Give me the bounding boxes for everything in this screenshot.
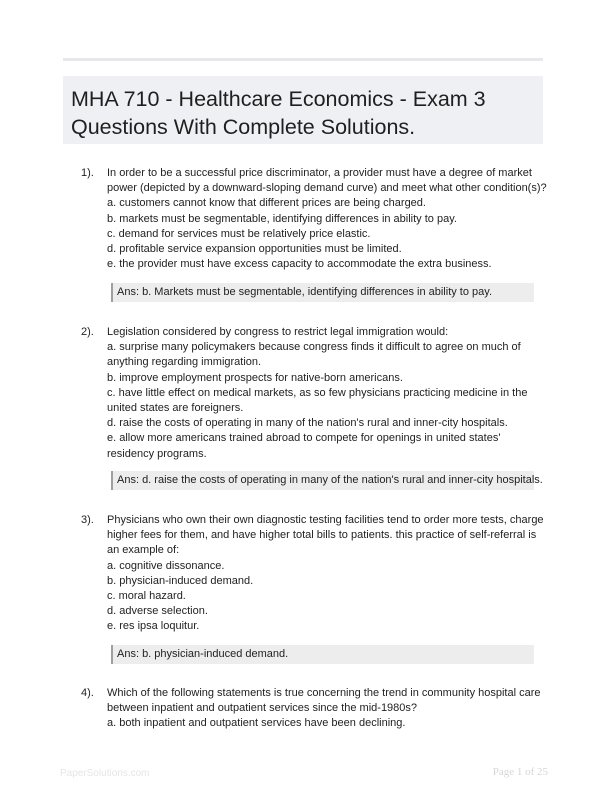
question-line: an example of: bbox=[107, 544, 180, 557]
question-number: 2). bbox=[81, 326, 94, 338]
question-line: Which of the following statements is true concerning the trend in community hospital care bbox=[107, 687, 541, 699]
question-line: power (depicted by a downward-sloping demand curve) and meet what other condition(s)? bbox=[107, 182, 547, 195]
answer-box: Ans: b. Markets must be segmentable, identifying differences in ability to pay. bbox=[111, 283, 534, 302]
option-a: a. both inpatient and outpatient services have been declining. bbox=[107, 717, 406, 730]
question-line: Physicians who own their own diagnostic testing facilities tend to order more tests, charge bbox=[107, 514, 544, 526]
option-c: c. moral hazard. bbox=[107, 590, 186, 603]
option-d: d. adverse selection. bbox=[107, 605, 208, 618]
title-line: Questions With Complete Solutions. bbox=[71, 115, 416, 139]
question-text bbox=[107, 325, 547, 462]
option-b: b. markets must be segmentable, identifying differences in ability to pay. bbox=[107, 212, 457, 225]
question-line: Legislation considered by congress to restrict legal immigration would: bbox=[107, 326, 449, 338]
option-c: c. demand for services must be relatively price elastic. bbox=[107, 227, 371, 240]
answer-box: Ans: b. physician-induced demand. bbox=[111, 645, 534, 664]
top-divider bbox=[63, 58, 543, 61]
page-number: Page 1 of 25 bbox=[492, 766, 548, 778]
question-text bbox=[107, 166, 547, 272]
option-e: e. allow more americans trained abroad to compete for openings in united states' bbox=[107, 432, 501, 445]
question-number: 3). bbox=[81, 514, 94, 526]
option-c: c. have little effect on medical markets, as so few physicians practicing medicine in the bbox=[107, 386, 528, 399]
option-a: a. surprise many policymakers because congress finds it difficult to agree on much of bbox=[107, 341, 521, 354]
option-e-cont: residency programs. bbox=[107, 447, 207, 460]
option-b: b. physician-induced demand. bbox=[107, 574, 254, 587]
document-title bbox=[63, 76, 543, 144]
question-line: In order to be a successful price discriminator, a provider must have a degree of market bbox=[107, 167, 532, 179]
question-text bbox=[107, 513, 547, 635]
option-c-cont: united states are foreigners. bbox=[107, 402, 244, 415]
option-a-cont: anything regarding immigration. bbox=[107, 356, 262, 369]
footer-watermark: PaperSolutions.com bbox=[60, 768, 150, 779]
option-d: d. raise the costs of operating in many of the nation's rural and inner-city hospitals. bbox=[107, 417, 508, 430]
option-e: e. the provider must have excess capacity to accommodate the extra business. bbox=[107, 258, 492, 271]
question-line: between inpatient and outpatient services since the mid-1980s? bbox=[107, 702, 418, 715]
question-text bbox=[107, 686, 547, 732]
question-number: 4). bbox=[81, 687, 94, 699]
option-d: d. profitable service expansion opportunities must be limited. bbox=[107, 243, 402, 256]
option-b: b. improve employment prospects for native-born americans. bbox=[107, 371, 403, 384]
question-line: higher fees for them, and have higher total bills to patients. this practice of self-referral is bbox=[107, 529, 537, 542]
title-line: MHA 710 - Healthcare Economics - Exam 3 bbox=[71, 87, 486, 111]
answer-box: Ans: d. raise the costs of operating in many of the nation's rural and inner-city hospitals. bbox=[111, 471, 534, 490]
option-a: a. cognitive dissonance. bbox=[107, 559, 225, 572]
option-e: e. res ipsa loquitur. bbox=[107, 620, 200, 633]
option-a: a. customers cannot know that different prices are being charged. bbox=[107, 197, 426, 210]
question-number: 1). bbox=[81, 167, 94, 179]
